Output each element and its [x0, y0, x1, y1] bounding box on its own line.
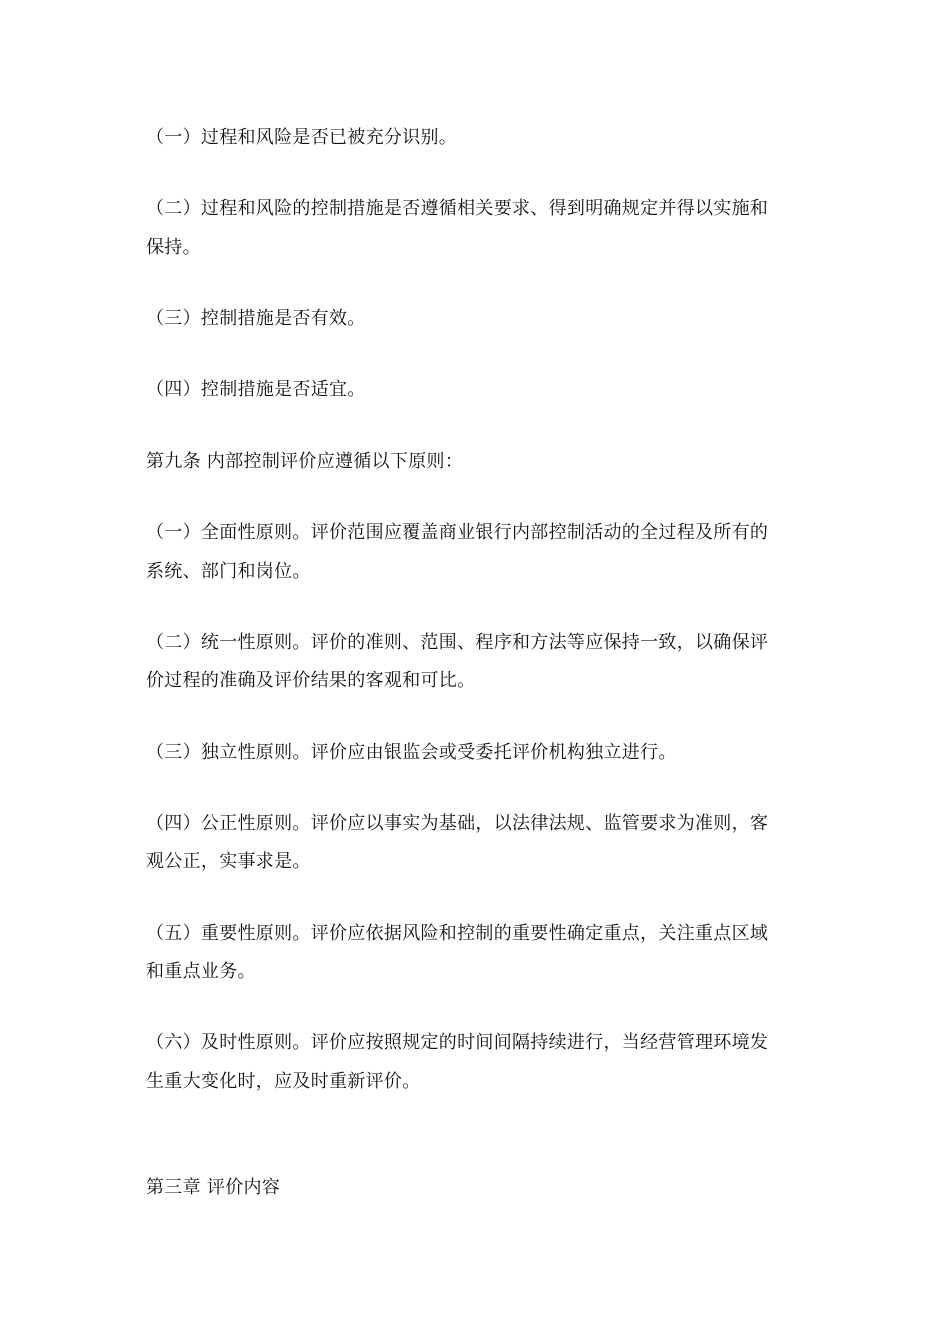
text-line: （六）及时性原则。评价应按照规定的时间间隔持续进行，当经营管理环境发 [146, 1032, 769, 1053]
text-line: （一）全面性原则。评价范围应覆盖商业银行内部控制活动的全过程及所有的 [146, 522, 769, 543]
text-line: 系统、部门和岗位。 [146, 561, 311, 582]
text-line: 和重点业务。 [146, 961, 256, 982]
text-line: 价过程的准确及评价结果的客观和可比。 [146, 670, 476, 691]
chapter-heading: 第三章 评价内容 [146, 1177, 281, 1198]
text-line: （一）过程和风险是否已被充分识别。 [146, 127, 458, 148]
text-line: 保持。 [146, 237, 201, 258]
text-line: （二）过程和风险的控制措施是否遵循相关要求、得到明确规定并得以实施和 [146, 198, 769, 219]
text-line: （三）独立性原则。评价应由银监会或受委托评价机构独立进行。 [146, 742, 677, 763]
text-line: （四）控制措施是否适宜。 [146, 379, 366, 400]
text-line: （五）重要性原则。评价应依据风险和控制的重要性确定重点，关注重点区域 [146, 923, 769, 944]
text-line: 生重大变化时，应及时重新评价。 [146, 1071, 421, 1092]
text-line: （四）公正性原则。评价应以事实为基础，以法律法规、监管要求为准则，客 [146, 813, 769, 834]
article-heading: 第九条 内部控制评价应遵循以下原则： [146, 451, 464, 472]
text-line: 观公正，实事求是。 [146, 851, 311, 872]
text-line: （三）控制措施是否有效。 [146, 308, 366, 329]
text-line: （二）统一性原则。评价的准则、范围、程序和方法等应保持一致，以确保评 [146, 632, 769, 653]
